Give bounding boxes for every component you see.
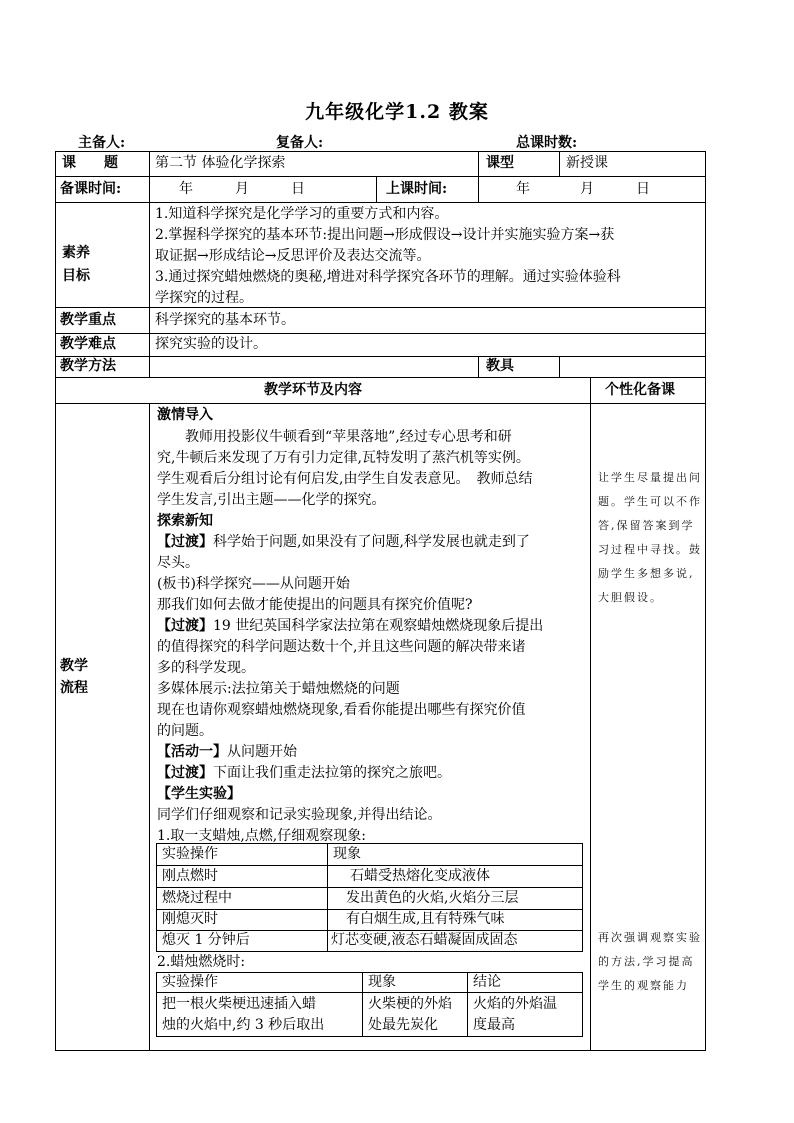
transition-text: 科学始于问题,如果没有了问题,科学发展也就走到了 [213, 534, 530, 550]
method-label: 教学方法 [60, 358, 116, 374]
activity-text: 从问题开始 [227, 744, 297, 760]
explore-heading: 探索新知 [157, 513, 213, 529]
class-time-label: 上课时间: [386, 181, 448, 197]
now-line: 现在也请你观察蜡烛燃烧现象,看看你能提出哪些有探究价值 [157, 702, 526, 718]
table1-row-op: 刚点燃时 [162, 868, 218, 884]
transition-1-cont: 尽头。 [157, 555, 199, 571]
method-value-cell [149, 356, 479, 378]
goal-line: 学探究的过程。 [155, 290, 253, 306]
activity-line [157, 742, 297, 763]
class-month: 月 [580, 181, 594, 197]
tools-label: 教具 [486, 358, 514, 374]
personal-note-2: 再次强调观察实验的方法,学习提高学生的观察能力 [598, 931, 702, 992]
content-header: 教学环节及内容 [264, 382, 362, 398]
process-label-line2: 流程 [60, 680, 88, 696]
transition-tag: 【过渡】 [157, 618, 213, 634]
transition-tag: 【过渡】 [157, 765, 213, 781]
process-label-line1: 教学 [60, 658, 88, 674]
key-point-value: 科学探究的基本环节。 [155, 312, 295, 328]
intro-line: 学生发言,引出主题——化学的探究。 [157, 492, 386, 508]
difficult-point-value: 探究实验的设计。 [155, 336, 267, 352]
table1-row-phen: 发出黄色的火焰,火焰分三层 [346, 890, 519, 906]
table1-row-op: 刚熄灭时 [162, 911, 218, 927]
table1-row-phen: 有白烟生成,且有特殊气味 [346, 911, 505, 927]
observe-line: 同学们仔细观察和记录实验现象,并得出结论。 [157, 807, 442, 823]
goal-line: 1.知道科学探究是化学学习的重要方式和内容。 [155, 206, 449, 222]
table1-header: 现象 [333, 846, 361, 862]
goals-label-line2: 目标 [62, 268, 90, 284]
table2-op-line: 烛的火焰中,约 3 秒后取出 [162, 1017, 325, 1033]
table1-header-cell [327, 843, 583, 866]
type-label: 课型 [486, 155, 514, 171]
transition-tag: 【过渡】 [157, 534, 213, 550]
board-note: (板书)科学探究——从问题开始 [157, 576, 350, 592]
page-title: 九年级化学1.2 教案 [305, 101, 489, 123]
table1-header: 实验操作 [162, 846, 218, 862]
table1-row-phen: 石蜡受热熔化变成液体 [350, 868, 490, 884]
student-experiment-tag: 【学生实验】 [157, 786, 241, 802]
table2-header: 现象 [368, 974, 396, 990]
tools-value-cell [559, 356, 706, 378]
step-1: 1.取一支蜡烛,点燃,仔细观察现象: [157, 828, 366, 844]
table2-op-line: 把一根火柴梗迅速插入蜡 [162, 996, 316, 1012]
table2-concl-line: 火焰的外焰温 [473, 996, 557, 1012]
difficult-point-label: 教学难点 [60, 336, 116, 352]
class-year: 年 [516, 181, 530, 197]
now-line: 的问题。 [157, 723, 213, 739]
step-2: 2.蜡烛燃烧时: [157, 954, 246, 970]
transition-2 [157, 616, 543, 637]
goal-line: 取证据→形成结论→反思评价及表达交流等。 [155, 248, 431, 264]
intro-line: 究,牛顿后来发现了万有引力定律,瓦特发明了蒸汽机等实例。 [157, 450, 530, 466]
chief-preparer-label: 主备人: [78, 135, 126, 151]
intro-line: 学生观看后分组讨论有何启发,由学生自发表意见。 教师总结 [157, 471, 533, 487]
transition-text: 19 世纪英国科学家法拉第在观察蜡烛燃烧现象后提出 [213, 618, 544, 634]
question-line: 那我们如何去做才能使提出的问题具有探究价值呢? [157, 597, 473, 613]
table1-row-phen: 灯芯变硬,液态石蜡凝固成固态 [331, 932, 518, 948]
activity-tag: 【活动一】 [157, 744, 227, 760]
table1-row-op: 熄灭 1 分钟后 [162, 932, 250, 948]
transition-1 [157, 532, 530, 553]
intro-heading: 激情导入 [157, 407, 213, 423]
media-line: 多媒体展示:法拉第关于蜡烛燃烧的问题 [157, 681, 400, 697]
table2-phen-line: 处最先炭化 [368, 1017, 438, 1033]
transition-text: 下面让我们重走法拉第的探究之旅吧。 [213, 765, 451, 781]
table1-row-op: 燃烧过程中 [162, 890, 232, 906]
total-hours-label: 总课时数: [516, 135, 578, 151]
table2-header: 结论 [473, 974, 501, 990]
class-day: 日 [636, 181, 650, 197]
key-point-label: 教学重点 [60, 312, 116, 328]
table2-concl-line: 度最高 [473, 1017, 515, 1033]
table2-phen-line: 火柴梗的外焰 [368, 996, 452, 1012]
personal-note-1: 让学生尽量提出问题。学生可以不作答,保留答案到学习过程中寻找。鼓励学生多想多说,大胆假设。 [598, 471, 702, 604]
prep-day: 日 [291, 181, 305, 197]
transition-3 [157, 763, 451, 784]
process-label-cell [55, 403, 150, 1051]
table2-header: 实验操作 [162, 974, 218, 990]
reviewer-label: 复备人: [276, 135, 324, 151]
personal-header: 个性化备课 [605, 382, 675, 398]
prep-time-label: 备课时间: [60, 181, 122, 197]
topic-value: 第二节 体验化学探索 [155, 155, 286, 171]
goal-line: 3.通过探究蜡烛燃烧的奥秘,增进对科学探究各环节的理解。通过实验体验科 [155, 269, 621, 285]
type-value: 新授课 [566, 155, 608, 171]
transition-2-cont: 的值得探究的科学问题达数十个,并且这些问题的解决带来诸 [157, 639, 526, 655]
topic-label: 课 题 [62, 155, 118, 171]
goal-line: 2.掌握科学探究的基本环节:提出问题→形成假设→设计并实施实验方案→获 [155, 227, 615, 243]
transition-2-cont: 多的科学发现。 [157, 660, 255, 676]
goals-label-line1: 素养 [62, 245, 90, 261]
prep-year: 年 [179, 181, 193, 197]
prep-month: 月 [235, 181, 249, 197]
intro-line: 教师用投影仪牛顿看到“苹果落地”,经过专心思考和研 [157, 429, 512, 445]
